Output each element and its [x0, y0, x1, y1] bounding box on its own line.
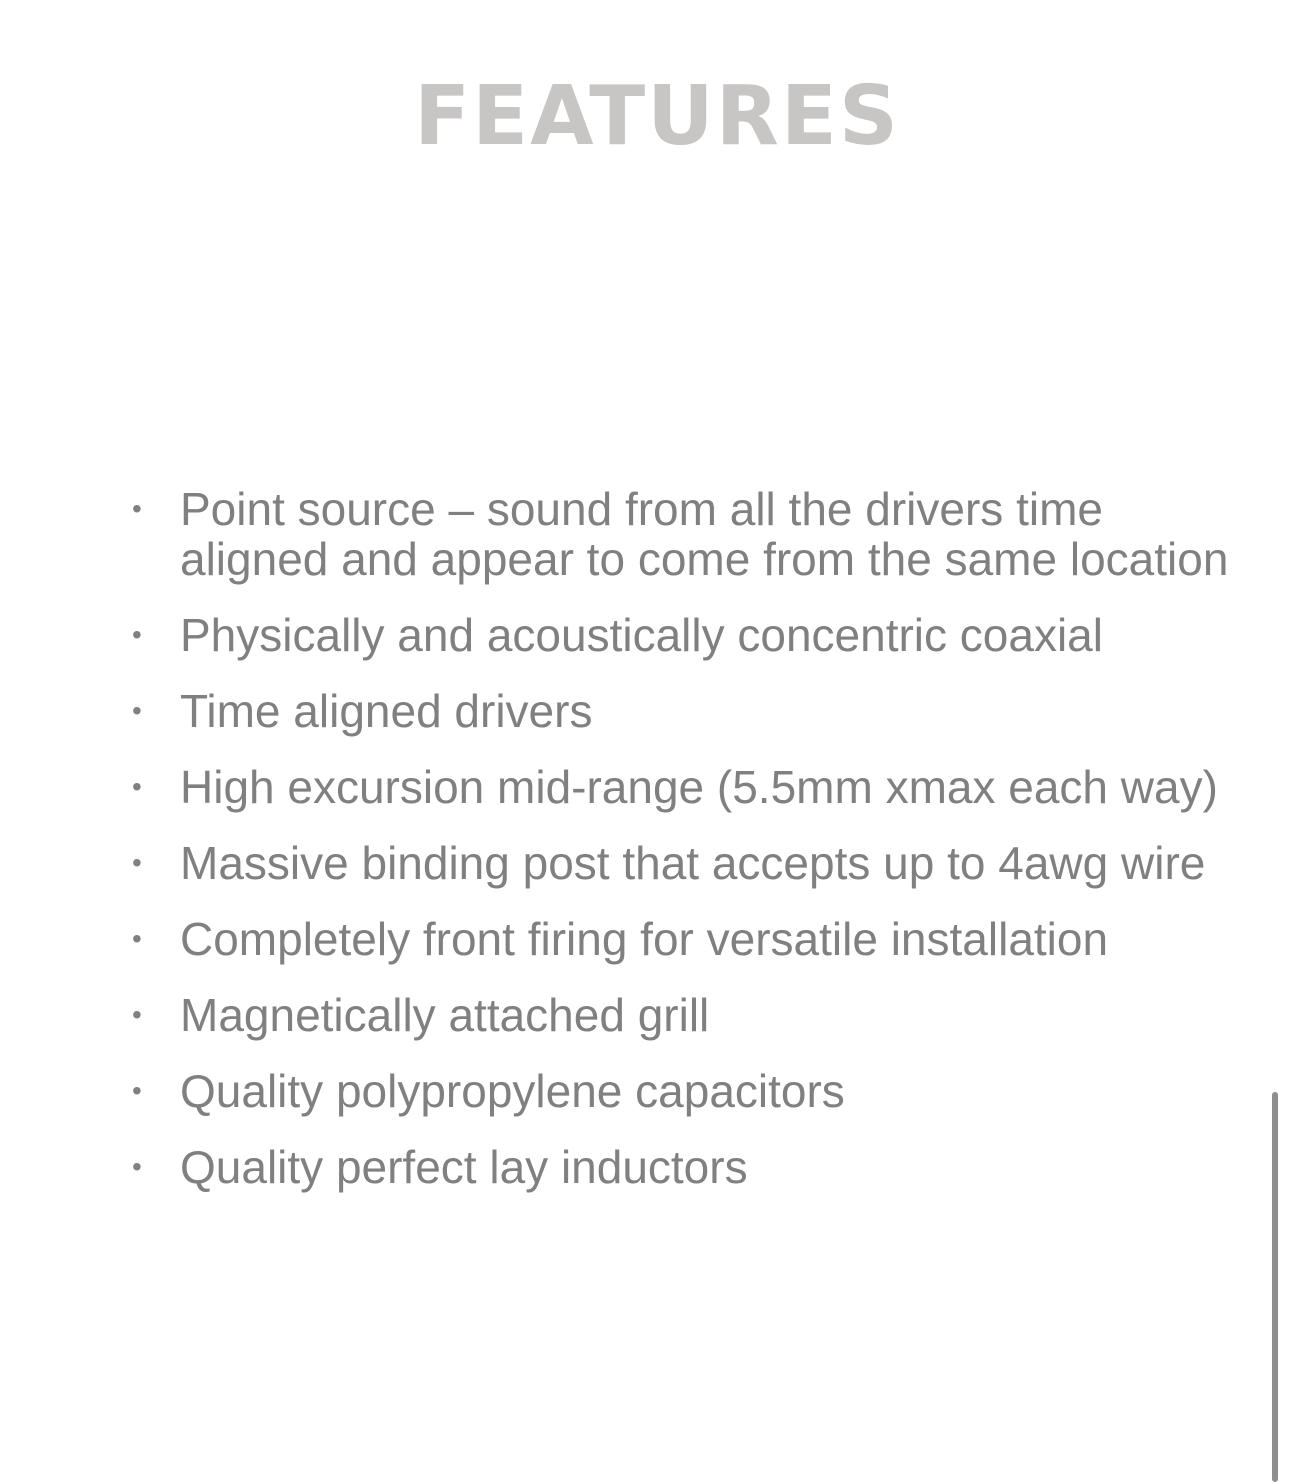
bullet-icon: •: [132, 999, 142, 1030]
bullet-icon: •: [132, 619, 142, 650]
list-item: [130, 1066, 1240, 1116]
feature-text: Quality perfect lay inductors: [180, 1141, 748, 1193]
list-item: [130, 484, 1240, 584]
list-item: [130, 1142, 1240, 1192]
bullet-icon: •: [132, 923, 142, 954]
feature-text: Completely front firing for versatile installation: [180, 913, 1109, 965]
bullet-icon: •: [132, 771, 142, 802]
page-title: FEATURES: [414, 69, 900, 164]
feature-text: Time aligned drivers: [180, 685, 593, 737]
list-item: [130, 610, 1240, 660]
feature-text: Magnetically attached grill: [180, 989, 710, 1041]
scrollbar-thumb[interactable]: [1272, 1092, 1278, 1482]
list-item: [130, 762, 1240, 812]
feature-text: Quality polypropylene capacitors: [180, 1065, 845, 1117]
bullet-icon: •: [132, 695, 142, 726]
feature-text: Massive binding post that accepts up to 4awg wire: [180, 837, 1206, 889]
feature-text: Point source – sound from all the drivers time aligned and appear to come from the same location: [180, 483, 1229, 585]
list-item: [130, 838, 1240, 888]
bullet-icon: •: [132, 1151, 142, 1182]
list-item: [130, 686, 1240, 736]
bullet-icon: •: [132, 493, 142, 524]
list-item: [130, 990, 1240, 1040]
feature-list: [130, 484, 1240, 1218]
feature-text: High excursion mid-range (5.5mm xmax each way): [180, 761, 1218, 813]
list-item: [130, 914, 1240, 964]
bullet-icon: •: [132, 847, 142, 878]
bullet-icon: •: [132, 1075, 142, 1106]
feature-text: Physically and acoustically concentric coaxial: [180, 609, 1103, 661]
